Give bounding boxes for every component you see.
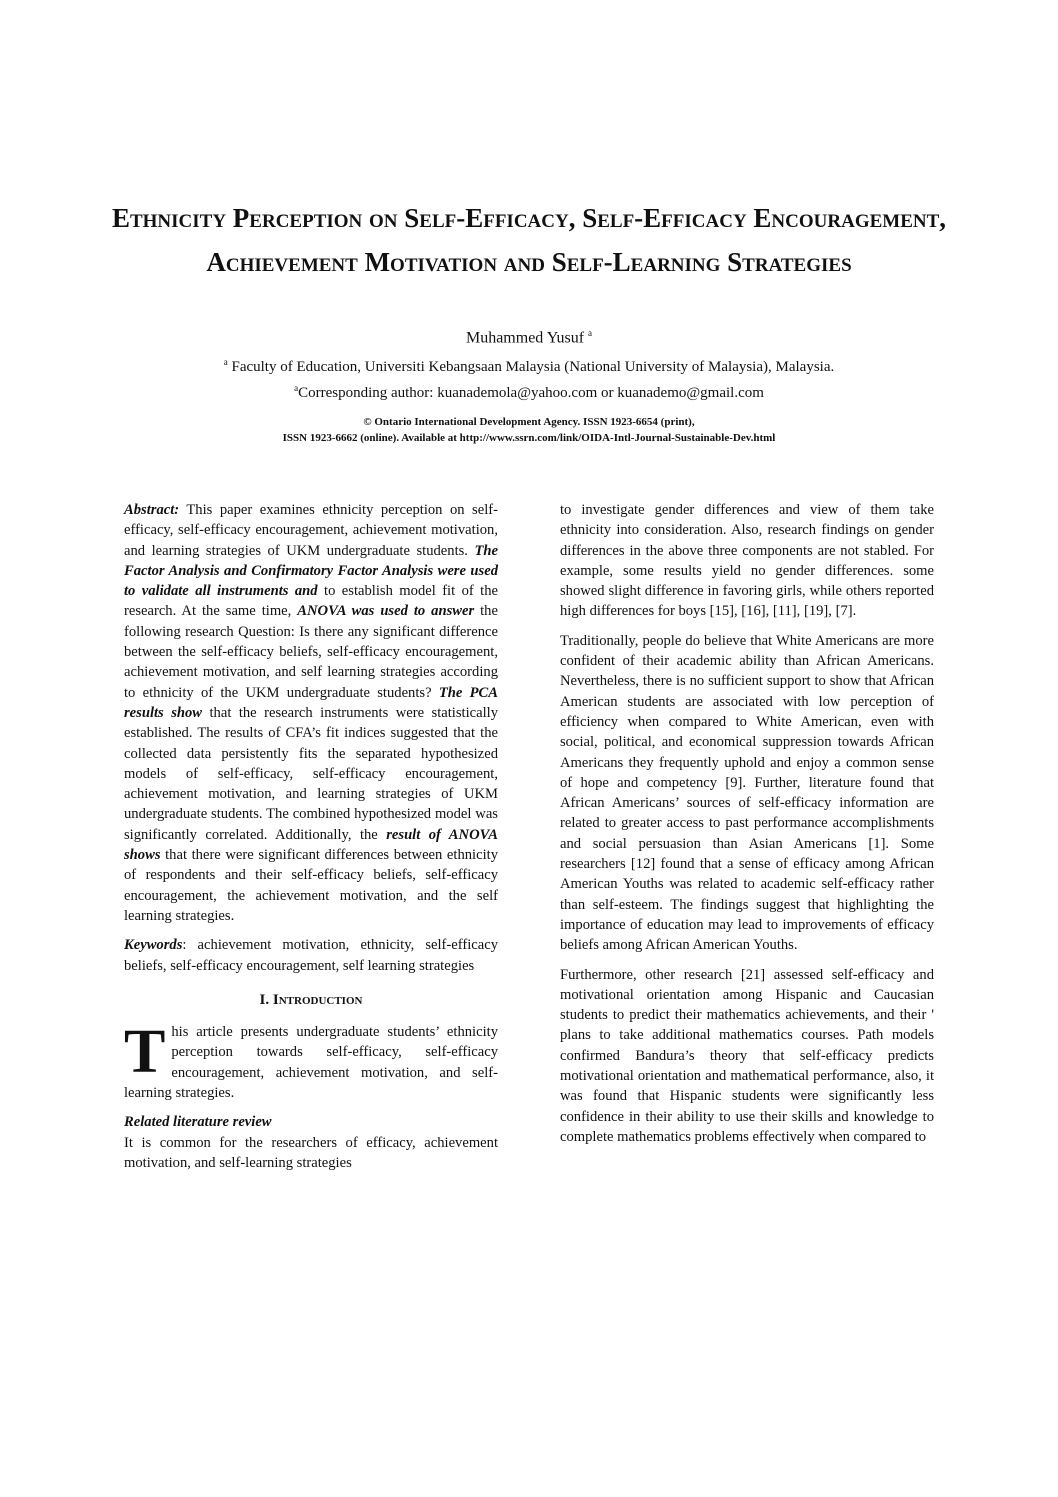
section-heading-introduction: I. Introduction bbox=[259, 991, 363, 1008]
abstract-label: Abstract: bbox=[124, 502, 180, 518]
copyright-line-1: © Ontario International Development Agency. ISSN 1923-6654 (print), bbox=[363, 416, 695, 428]
affiliation-block bbox=[0, 352, 1058, 404]
abstract-s3-rest: the following research Question: Is there any significant difference between the self-efficacy beliefs, self-efficacy encouragement, achievement motivation, and self learning strategies according to ethnicity of the UKM undergraduate students? bbox=[124, 603, 498, 701]
paragraph-furthermore: Furthermore, other research [21] assessed self-efficacy and motivational orientation among Hispanic and Caucasian students to predict their mathematics achievements, and their ' plans to take additional mathematics courses. Path models confirmed Bandura’s theory that self-efficacy predicts motivational orientation and mathematical performance, also, it was found that Hispanic students were significantly less confidence in their ability to use their skills and knowledge to complete mathematics problems effectively when compared to bbox=[560, 966, 934, 1145]
author-line bbox=[0, 328, 1058, 347]
abstract-s5-rest: that there were significant differences between ethnicity of respondents and their self-efficacy beliefs, self-efficacy encouragement, the achievement motivation, and the self learning strategies. bbox=[124, 847, 498, 924]
abstract-s4-italic: The PCA results show bbox=[124, 684, 498, 721]
author-name: Muhammed Yusuf bbox=[465, 329, 585, 347]
left-column bbox=[124, 500, 498, 1182]
abstract bbox=[124, 500, 498, 926]
corresponding-mark: a bbox=[294, 383, 299, 393]
subheading-related-literature: Related literature review bbox=[124, 1114, 272, 1131]
intro-paragraph bbox=[124, 1018, 498, 1103]
abstract-s1: This paper examines ethnicity perception on self-efficacy, self-efficacy encouragement, achievement motivation, and learning strategies of UKM undergraduate students. bbox=[124, 502, 498, 559]
abstract-s4-rest: that the research instruments were statistically established. The results of CFA’s fit indices suggested that the collected data persistently fits the separated hypothesized models of self-efficacy, self-efficacy encouragement, achievement motivation, and learning strategies of UKM undergraduate students. The combined hypothesized model was significantly correlated. Additionally, the bbox=[124, 704, 498, 843]
dropcap: T bbox=[124, 1018, 166, 1087]
abstract-s5-italic: result of ANOVA shows bbox=[124, 826, 498, 864]
affiliation-text: Faculty of Education, Universiti Kebangsaan Malaysia (National University of Malaysia), Malaysia. bbox=[231, 359, 835, 375]
affiliation bbox=[0, 352, 1058, 378]
affiliation-mark: a bbox=[223, 357, 228, 367]
paragraph-gender: to investigate gender differences and view of them take ethnicity into consideration. Also, research findings on gender differences in the above three components are not stabled. For example, some results yield no gender differences. some showed slight difference in favoring girls, while others reported high differences for boys [15], [16], [11], [19], [7]. bbox=[560, 502, 934, 620]
paragraph-traditionally: Traditionally, people do believe that White Americans are more confident of their academic ability than African Americans. Nevertheless, there is no sufficient support to show that African American students are associated with low perception of efficiency when compared to White American, even with social, political, and economical suppression towards African Americans they frequently uphold and enjoy a common sense of hope and competency [9]. Further, literature found that African Americans’ sources of self-efficacy information are related to greater access to past performance accomplishments and social persuasion than Asian Americans [1]. Some researchers [12] found that a sense of efficacy among African American Youths was related to academic self-efficacy rather than self-esteem. The findings suggest that highlighting the importance of education may lead to improvements of efficacy beliefs among African American Youths. bbox=[560, 632, 934, 954]
keywords-text: : achievement motivation, ethnicity, self-efficacy beliefs, self-efficacy encouragement, self learning strategies bbox=[124, 937, 498, 974]
abstract-s2-rest: to establish model fit of the research. At the same time, bbox=[124, 583, 499, 620]
intro-text: his article presents undergraduate students’ ethnicity perception towards self-efficacy, self-efficacy encouragement, achievement motivation, and self-learning strategies. bbox=[124, 1024, 498, 1102]
author-mark: a bbox=[588, 328, 593, 338]
corresponding-author bbox=[0, 378, 1058, 404]
abstract-s2-italic: The Factor Analysis and Confirmatory Factor Analysis were used to validate all instruments and bbox=[124, 542, 498, 600]
right-column bbox=[560, 500, 934, 1156]
keywords-label: Keywords bbox=[124, 937, 183, 954]
copyright-notice bbox=[0, 414, 1058, 446]
literature-paragraph: It is common for the researchers of efficacy, achievement motivation, and self-learning strategies bbox=[124, 1134, 498, 1171]
abstract-s3-italic: ANOVA was used to answer bbox=[297, 603, 475, 620]
corresponding-text: Corresponding author: kuanademola@yahoo.com or kuanademo@gmail.com bbox=[298, 385, 764, 401]
copyright-line-2: ISSN 1923-6662 (online). Available at http://www.ssrn.com/link/OIDA-Intl-Journal-Sustainable-Dev.html bbox=[282, 432, 776, 444]
paper-title: Ethnicity Perception on Self-Efficacy, Self-Efficacy Encouragement, Achievement Motivation and Self-Learning Strategies bbox=[111, 203, 947, 277]
keywords bbox=[124, 935, 498, 976]
